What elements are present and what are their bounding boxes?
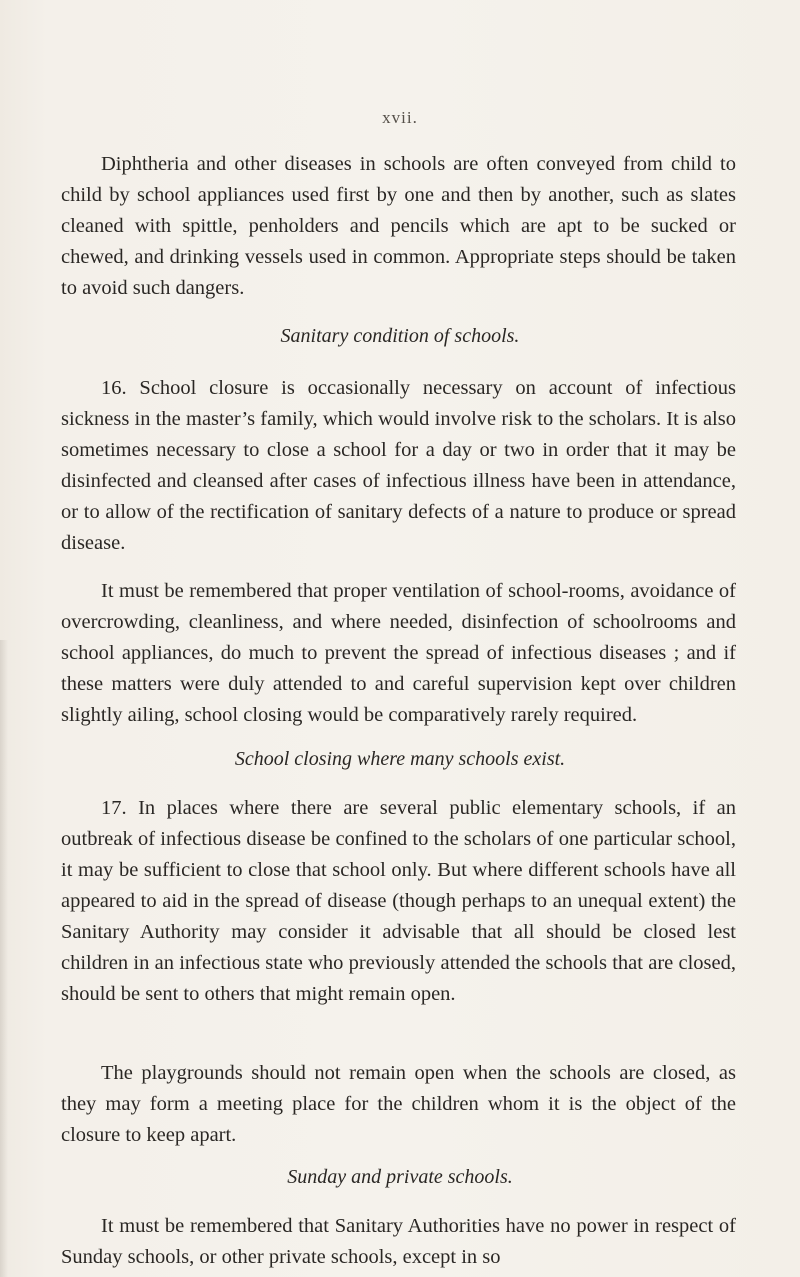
heading-sunday-private-schools: Sunday and private schools. <box>287 1166 513 1188</box>
heading-school-closing-many-schools: School closing where many schools exist. <box>234 748 566 770</box>
paragraph-sunday-schools: It must be remembered that Sanitary Authorities have no power in respect of Sunday schools, or other private schools, except in so <box>61 1215 736 1268</box>
heading-sanitary-condition: Sanitary condition of schools. <box>280 325 520 347</box>
paragraph-16-school-closure: 16. School closure is occasionally necessary on account of infectious sickness in the master’s family, which would involve risk to the scholars. It is also sometimes necessary to close a school for a day or two in order that it may be disinfected and cleansed after cases of infectious illness have been in attendance, or to allow of the rectification of sanitary defects of a nature to produce or spread disease. <box>61 377 736 554</box>
page-number: xvii. <box>382 108 418 127</box>
paragraph-diphtheria: Diphtheria and other diseases in schools are often conveyed from child to child by school appliances used first by one and then by another, such as slates cleaned with spittle, penholders and pencils which are apt to be sucked or chewed, and drinking vessels used in common. Appropriate steps should be taken to avoid such dangers. <box>61 153 736 299</box>
paragraph-ventilation: It must be remembered that proper ventilation of school-rooms, avoidance of overcrowding, cleanliness, and where needed, disinfection of schoolrooms and school appliances, do much to prevent the spread of infectious diseases ; and if these matters were duly attended to and careful supervision kept over children slightly ailing, school closing would be comparatively rarely required. <box>61 580 736 726</box>
paragraph-17-outbreak: 17. In places where there are several public elementary schools, if an outbreak of infectious disease be confined to the scholars of one particular school, it may be sufficient to close that school only. But where different schools have all appeared to aid in the spread of disease (though perhaps to an unequal extent) the Sanitary Authority may consider it advisable that all should be closed lest children in an infectious state who previously attended the schools that are closed, should be sent to others that might remain open. <box>61 797 736 1005</box>
paragraph-playgrounds: The playgrounds should not remain open when the schools are closed, as they may form a meeting place for the children whom it is the object of the closure to keep apart. <box>61 1062 736 1146</box>
